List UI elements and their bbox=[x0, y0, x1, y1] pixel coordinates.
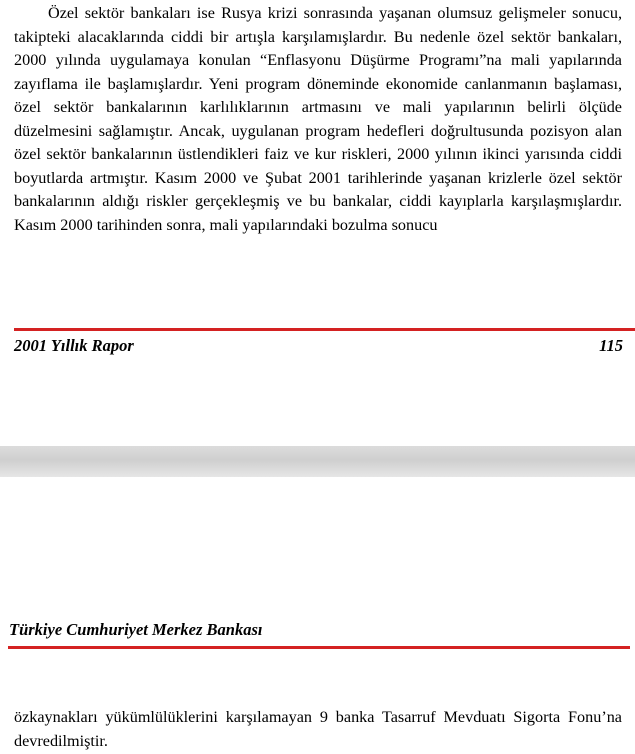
footer-report-title: 2001 Yıllık Rapor bbox=[14, 336, 134, 355]
header-bank-name: Türkiye Cumhuriyet Merkez Bankası bbox=[9, 620, 263, 639]
body-paragraph-continued: özkaynakları yükümlülüklerini karşılamayan 9 banka Tasarruf Mevduatı Sigorta Fonu’na devredilmiştir. bbox=[14, 708, 622, 750]
page-number: 115 bbox=[599, 336, 623, 355]
body-paragraph: Özel sektör bankaları ise Rusya krizi sonrasında yaşanan olumsuz gelişmeler sonucu, takipteki alacaklarında ciddi bir artışla karşılamışlardır. Bu nedenle özel sektör bankaları, 2000 yılında uygulamaya konulan “Enflasyonu Düşürme Programı”na mali yapılarında zayıflama ile başlamışlardır. Yeni program döneminde ekonomide canlanmanın başlaması, özel sektör bankalarının karlılıklarının artmasını ve mali yapılarının belirli ölçüde düzelmesini sağlamıştır. Ancak, uygulanan program hedefleri doğrultusunda pozisyon alan özel sektör bankalarının üstlendikleri faiz ve kur riskleri, 2000 yılının ikinci yarısında ciddi boyutlarda artmıştır. Kasım 2000 ve Şubat 2001 tarihlerinde yaşanan krizlerle özel sektör bankalarının aldığı riskler gerçekleşmiş ve bu bankalar, ciddi kayıplarla karşılaşmışlardır. Kasım 2000 tarihinden sonra, mali yapılarındaki bozulma sonucu bbox=[14, 4, 622, 234]
document-page-bottom bbox=[0, 477, 635, 754]
header-rule bbox=[8, 646, 630, 649]
page-separator bbox=[0, 446, 635, 477]
footer-rule bbox=[14, 328, 635, 331]
